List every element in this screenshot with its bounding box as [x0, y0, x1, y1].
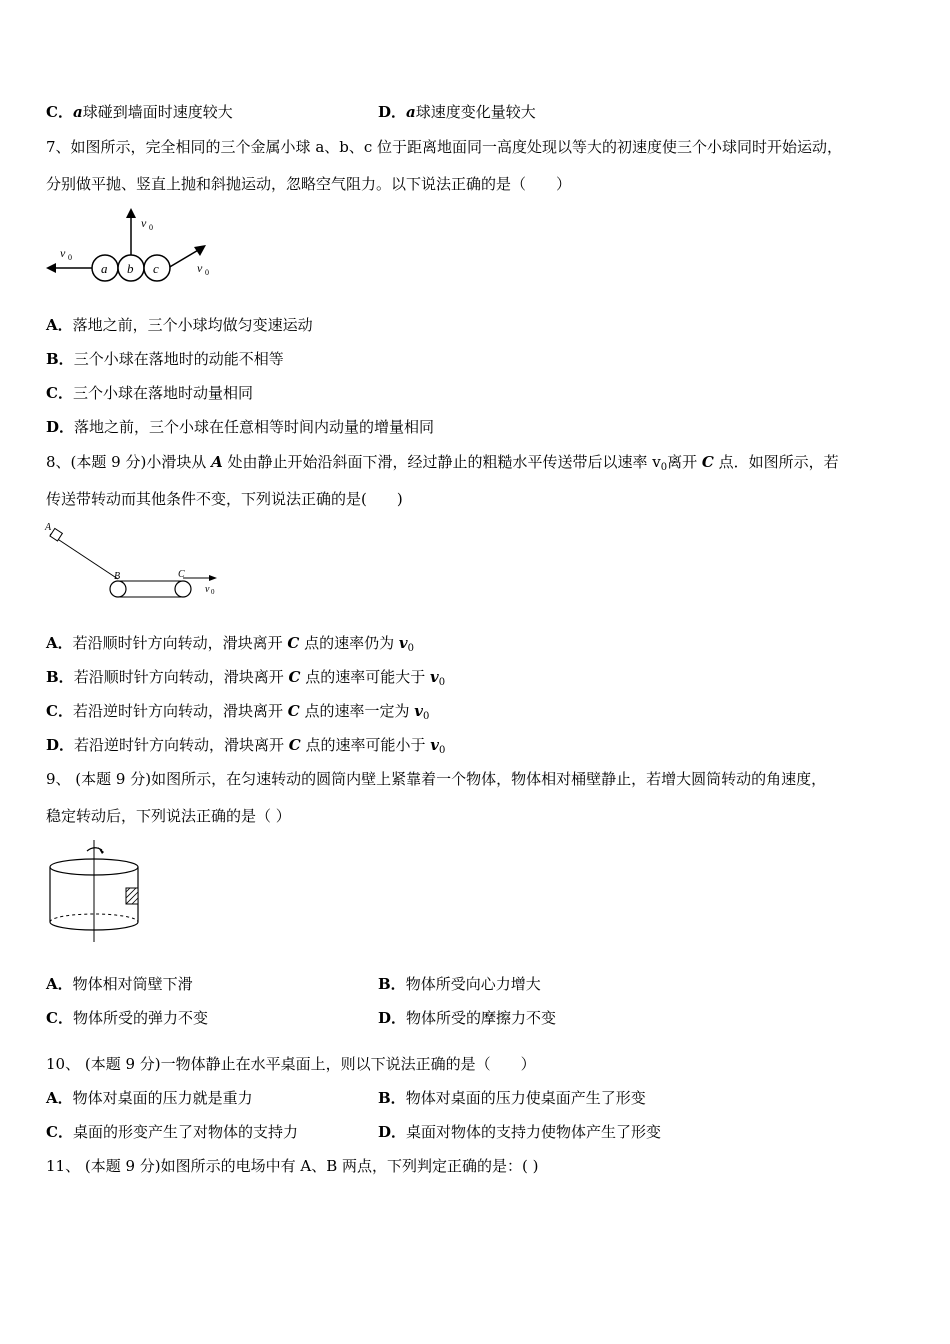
- stem-part: 处由静止开始沿斜面下滑，经过静止的粗糙水平传送带后以速率 v: [222, 453, 661, 471]
- q9-option-c: [46, 1008, 208, 1028]
- ball-c-label: c: [153, 261, 159, 276]
- option-label: D．: [378, 1123, 407, 1141]
- option-text: 物体所受的弹力不变: [72, 1009, 208, 1027]
- option-text: 物体相对筒壁下滑: [72, 975, 193, 993]
- q7-option-b: [46, 349, 284, 369]
- q10-option-a: [46, 1088, 253, 1108]
- q9-figure-rotating-cylinder: [44, 838, 154, 948]
- var-v: v: [414, 702, 423, 720]
- option-text: 物体所受向心力增大: [405, 975, 541, 993]
- option-text: 若沿逆时针方向转动，滑块离开: [72, 702, 288, 720]
- option-label: C．: [46, 103, 73, 121]
- option-label: D．: [378, 1009, 407, 1027]
- option-text: 落地之前，三个小球均做匀变速运动: [72, 316, 313, 334]
- option-text: 三个小球在落地时动量相同: [72, 384, 253, 402]
- point-c: C: [287, 702, 300, 720]
- q7-option-a: [46, 315, 313, 335]
- point-c: C: [288, 668, 301, 686]
- q7-stem-line2: 分别做平抛、竖直上抛和斜抛运动，忽略空气阻力。以下说法正确的是（ ）: [46, 175, 572, 193]
- point-a: A: [211, 453, 223, 471]
- option-label: C．: [46, 1123, 73, 1141]
- roller-left: [110, 581, 126, 597]
- q7-figure-three-balls: [40, 205, 220, 290]
- v0-sub: 0: [211, 588, 215, 596]
- v0-sub: 0: [205, 268, 209, 277]
- option-label: B．: [46, 668, 74, 686]
- q7-option-c: [46, 383, 253, 403]
- var: a: [72, 103, 83, 121]
- stem-part: 离开: [667, 453, 702, 471]
- point-c: C: [701, 453, 714, 471]
- point-c: C: [287, 634, 300, 652]
- option-label: A．: [46, 975, 73, 993]
- q8-stem-line2: 传送带转动而其他条件不变，下列说法正确的是( ): [46, 490, 403, 508]
- q10-stem: 10、 (本题 9 分)一物体静止在水平桌面上，则以下说法正确的是（ ）: [46, 1055, 536, 1073]
- q7-stem-line1: 7、如图所示，完全相同的三个金属小球 a、b、c 位于距离地面同一高度处现以等大的初速度使三个小球同时开始运动，: [46, 138, 843, 156]
- option-label: C．: [46, 702, 73, 720]
- label-c: C: [178, 569, 185, 580]
- sub: 0: [422, 711, 430, 722]
- option-label: A．: [46, 316, 73, 334]
- option-text: 若沿顺时针方向转动，滑块离开: [72, 634, 288, 652]
- option-label: C．: [46, 384, 73, 402]
- option-text: 点的速率仍为: [299, 634, 399, 652]
- q8-option-d: [46, 735, 445, 761]
- q8-option-c: [46, 701, 429, 727]
- option-label: A．: [46, 1089, 73, 1107]
- option-label: D．: [46, 418, 75, 436]
- q10-option-d: [378, 1122, 661, 1142]
- option-text: 点的速率可能大于: [300, 668, 430, 686]
- slider-block: [50, 528, 62, 540]
- option-text: 物体对桌面的压力就是重力: [72, 1089, 253, 1107]
- option-text: 桌面的形变产生了对物体的支持力: [72, 1123, 298, 1141]
- stem-part: 8、(本题 9 分)小滑块从: [46, 453, 212, 471]
- q9-stem-line2: 稳定转动后，下列说法正确的是（ ）: [46, 807, 291, 825]
- roller-right: [175, 581, 191, 597]
- q11-stem: 11、 (本题 9 分)如图所示的电场中有 A、B 两点，下列判定正确的是：( ): [46, 1157, 539, 1175]
- sub: 0: [438, 677, 446, 688]
- option-text: 物体所受的摩擦力不变: [406, 1009, 557, 1027]
- option-label: D．: [46, 736, 75, 754]
- sub: 0: [660, 462, 668, 473]
- q6-option-d: [378, 102, 536, 122]
- stem-part: 点．如图所示，若: [713, 453, 839, 471]
- v0-label-up: v: [141, 216, 147, 230]
- label-a: A: [45, 522, 52, 533]
- option-text: 球碰到墙面时速度较大: [82, 103, 233, 121]
- option-label: A．: [46, 634, 73, 652]
- v0-label-left: v: [60, 246, 66, 260]
- q9-stem-line1: 9、 (本题 9 分)如图所示，在匀速转动的圆筒内壁上紧靠着一个物体，物体相对桶壁静止，若增大圆筒转动的角速度，: [46, 770, 827, 788]
- q9-option-d: [378, 1008, 556, 1028]
- q8-figure-conveyor: [40, 520, 230, 605]
- option-label: D．: [378, 103, 407, 121]
- v0-label: v: [205, 584, 210, 595]
- q7-option-d: [46, 417, 434, 437]
- option-text: 点的速率可能小于: [300, 736, 431, 754]
- v0-sub: 0: [149, 223, 153, 232]
- sub: 0: [407, 643, 415, 654]
- q9-option-a: [46, 974, 193, 994]
- ball-a-label: a: [101, 261, 108, 276]
- q10-option-b: [378, 1088, 646, 1108]
- option-text: 桌面对物体的支持力使物体产生了形变: [406, 1123, 662, 1141]
- ball-b-label: b: [127, 261, 134, 276]
- q8-stem-line1: [46, 452, 839, 478]
- q6-option-c: [46, 102, 233, 122]
- q9-option-b: [378, 974, 541, 994]
- option-label: B．: [378, 975, 406, 993]
- option-text: 物体对桌面的压力使桌面产生了形变: [405, 1089, 646, 1107]
- sub: 0: [439, 745, 446, 756]
- v0-label-oblique: v: [197, 261, 203, 275]
- label-b: B: [114, 571, 121, 582]
- var-v: v: [429, 668, 439, 686]
- option-label: B．: [46, 350, 74, 368]
- option-label: C．: [46, 1009, 73, 1027]
- option-text: 三个小球在落地时的动能不相等: [73, 350, 284, 368]
- q8-option-b: [46, 667, 445, 693]
- option-label: B．: [378, 1089, 406, 1107]
- option-text: 落地之前，三个小球在任意相等时间内动量的增量相同: [74, 418, 435, 436]
- q10-option-c: [46, 1122, 298, 1142]
- v0-sub: 0: [68, 253, 72, 262]
- option-text: 若沿顺时针方向转动，滑块离开: [73, 668, 289, 686]
- point-c: C: [288, 736, 301, 754]
- option-text: 球速度变化量较大: [415, 103, 536, 121]
- option-text: 若沿逆时针方向转动，滑块离开: [74, 736, 289, 754]
- option-text: 点的速率一定为: [299, 702, 415, 720]
- var-v: v: [430, 736, 440, 754]
- var-v: v: [398, 634, 408, 652]
- q8-option-a: [46, 633, 414, 659]
- var: a: [406, 103, 416, 121]
